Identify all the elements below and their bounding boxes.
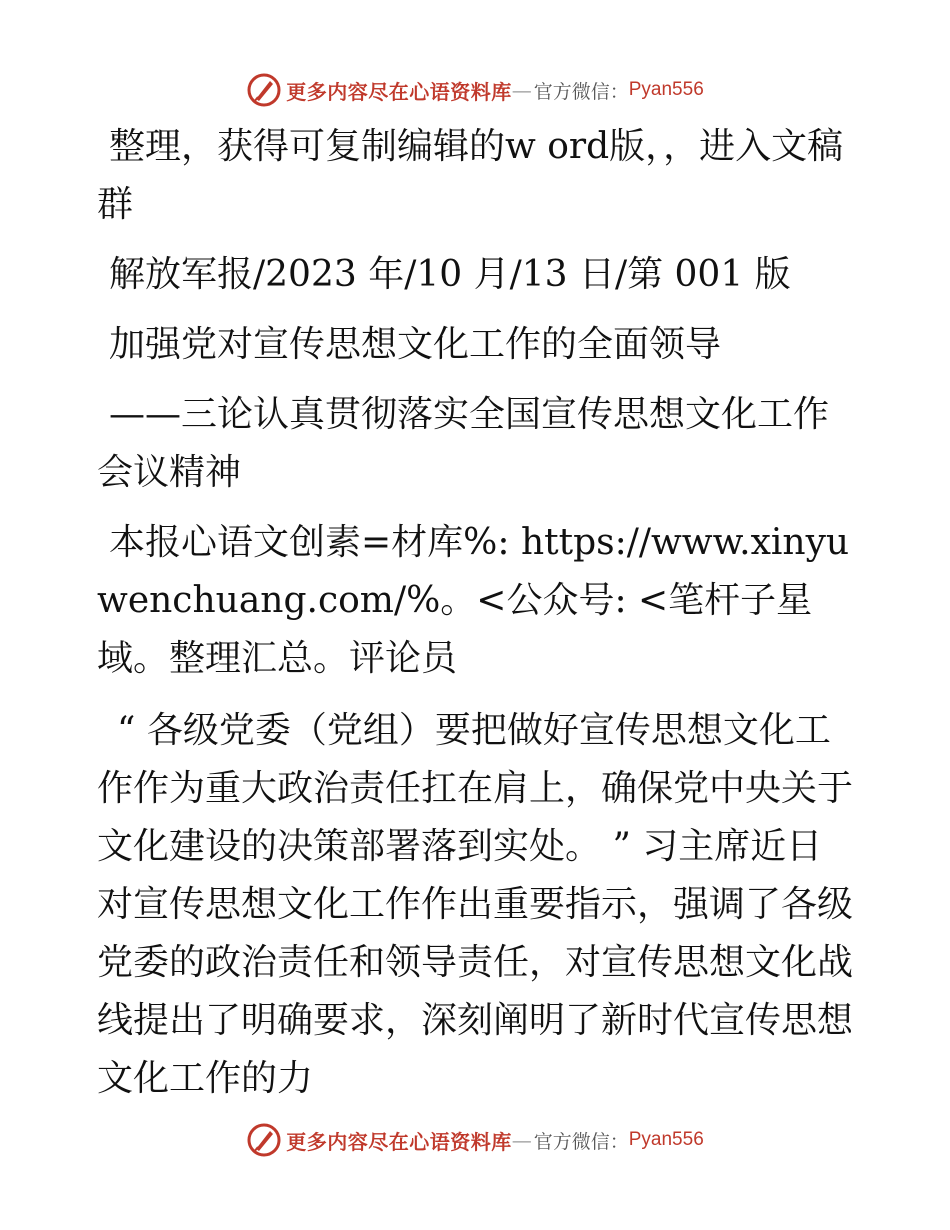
quill-pen-logo-icon (246, 1122, 282, 1158)
body-paragraph: “ 各级党委（党组）要把做好宣传思想文化工作作为重大政治责任扛在肩上，确保党中央关于文化建设的决策部署落到实处。 ” 习主席近日对宣传思想文化工作作出重要指示，强调了各级党委的政治责任和领导责任，对宣传思想文化战线提出了明确要求，深刻阐明了新时代宣传思想文化工作的力 (97, 710, 854, 1099)
footer-watermark (0, 1118, 950, 1162)
document-content (97, 118, 857, 1120)
quill-pen-logo-icon (246, 72, 282, 108)
article-title: 加强党对宣传思想文化工作的全面领导 (109, 324, 722, 365)
article-subtitle: ——三论认真贯彻落实全国宣传思想文化工作会议精神 (97, 394, 830, 493)
byline: 本报心语文创素=材库%: https://www.xinyuwenchuang.com/%。<公众号: <笔杆子星域。整理汇总。评论员 (97, 522, 850, 679)
watermark-main-text: 更多内容尽在心语资料库 (286, 1129, 512, 1154)
intro-line: 整理，获得可复制编辑的w ord版，，进入文稿群 (97, 126, 844, 225)
source-line: 解放军报/2023 年/10 月/13 日/第 001 版 (109, 254, 791, 295)
watermark-dash: — (511, 78, 532, 102)
header-watermark (0, 68, 950, 112)
watermark-wechat-id: Pyan556 (628, 79, 704, 100)
watermark-wechat-id: Pyan556 (628, 1129, 704, 1150)
watermark-main-text: 更多内容尽在心语资料库 (286, 79, 512, 104)
watermark-dash: — (511, 1128, 532, 1152)
watermark-wechat-label: 官方微信： (533, 80, 629, 103)
watermark-wechat-label: 官方微信： (533, 1130, 629, 1153)
